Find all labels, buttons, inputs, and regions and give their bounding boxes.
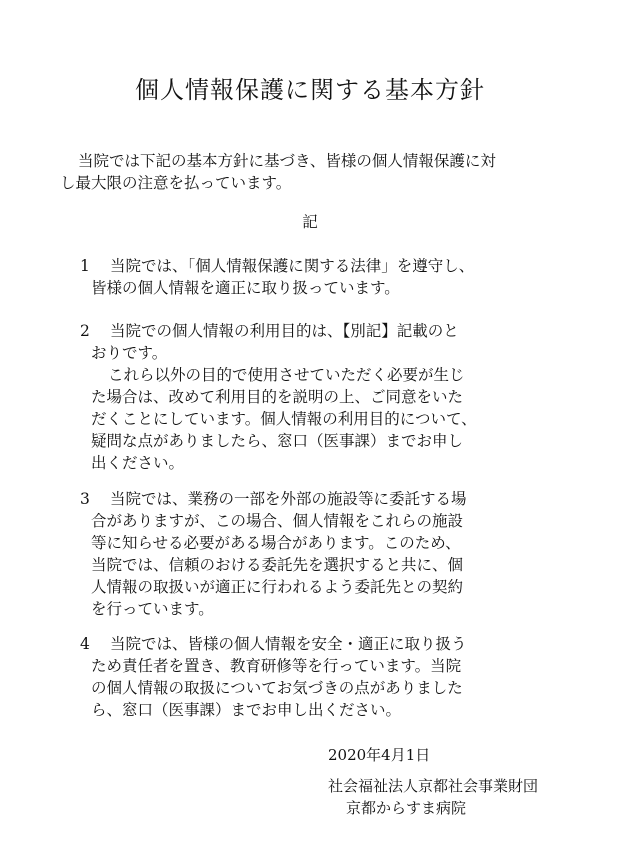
item-1-number: 1 xyxy=(80,257,90,275)
item-2-number: 2 xyxy=(80,322,90,340)
intro-line-1: 当院では下記の基本方針に基づき、皆様の個人情報保護に対 xyxy=(78,152,496,170)
item-2-line-3: これら以外の目的で使用させていただく必要が生じ xyxy=(108,366,465,384)
item-3-line-2: 合がありますが、この場合、個人情報をこれらの施設 xyxy=(91,512,464,530)
item-2-line-7: 出ください。 xyxy=(91,454,185,472)
item-2-line-1: 当院での個人情報の利用目的は、【別記】記載のと xyxy=(110,322,459,340)
item-4-line-1: 当院では、皆様の個人情報を安全・適正に取り扱う xyxy=(110,635,467,653)
ki-marker: 記 xyxy=(302,213,318,231)
item-3-line-4: 当院では、信頼のおける委託先を選択すると共に、個 xyxy=(91,556,464,574)
item-4-number: 4 xyxy=(80,635,90,653)
item-4-line-4: ら、窓口（医事課）までお申し出ください。 xyxy=(91,701,402,719)
organization-name: 社会福祉法人京都社会事業財団 xyxy=(328,777,539,795)
item-4-line-2: ため責任者を置き、教育研修等を行っています。当院 xyxy=(91,657,462,675)
item-3-line-1: 当院では、業務の一部を外部の施設等に委託する場 xyxy=(110,490,467,508)
issue-date: 2020年4月1日 xyxy=(328,746,431,764)
item-1-line-1: 当院では、「個人情報保護に関する法律」を遵守し、 xyxy=(110,257,475,275)
item-3-line-5: 人情報の取扱いが適正に行われるよう委託先との契約 xyxy=(91,578,464,596)
intro-line-2: し最大限の注意を払っています。 xyxy=(60,174,292,192)
item-2-line-2: おりです。 xyxy=(91,344,168,362)
item-2-line-6: 疑問な点がありましたら、窓口（医事課）までお申し xyxy=(91,432,464,450)
hospital-name: 京都からすま病院 xyxy=(346,799,467,817)
item-2-line-5: だくことにしています。個人情報の利用目的について、 xyxy=(91,410,477,428)
item-3-number: 3 xyxy=(80,490,90,508)
item-3-line-3: 等に知らせる必要がある場合があります。このため、 xyxy=(91,534,461,552)
item-2-line-4: た場合は、改めて利用目的を説明の上、ご同意をいた xyxy=(91,388,464,406)
item-1-line-2: 皆様の個人情報を適正に取り扱っています。 xyxy=(91,279,400,297)
document-title: 個人情報保護に関する基本方針 xyxy=(135,76,485,104)
item-3-line-6: を行っています。 xyxy=(91,600,214,618)
item-4-line-3: の個人情報の取扱についてお気づきの点がありました xyxy=(91,679,463,697)
